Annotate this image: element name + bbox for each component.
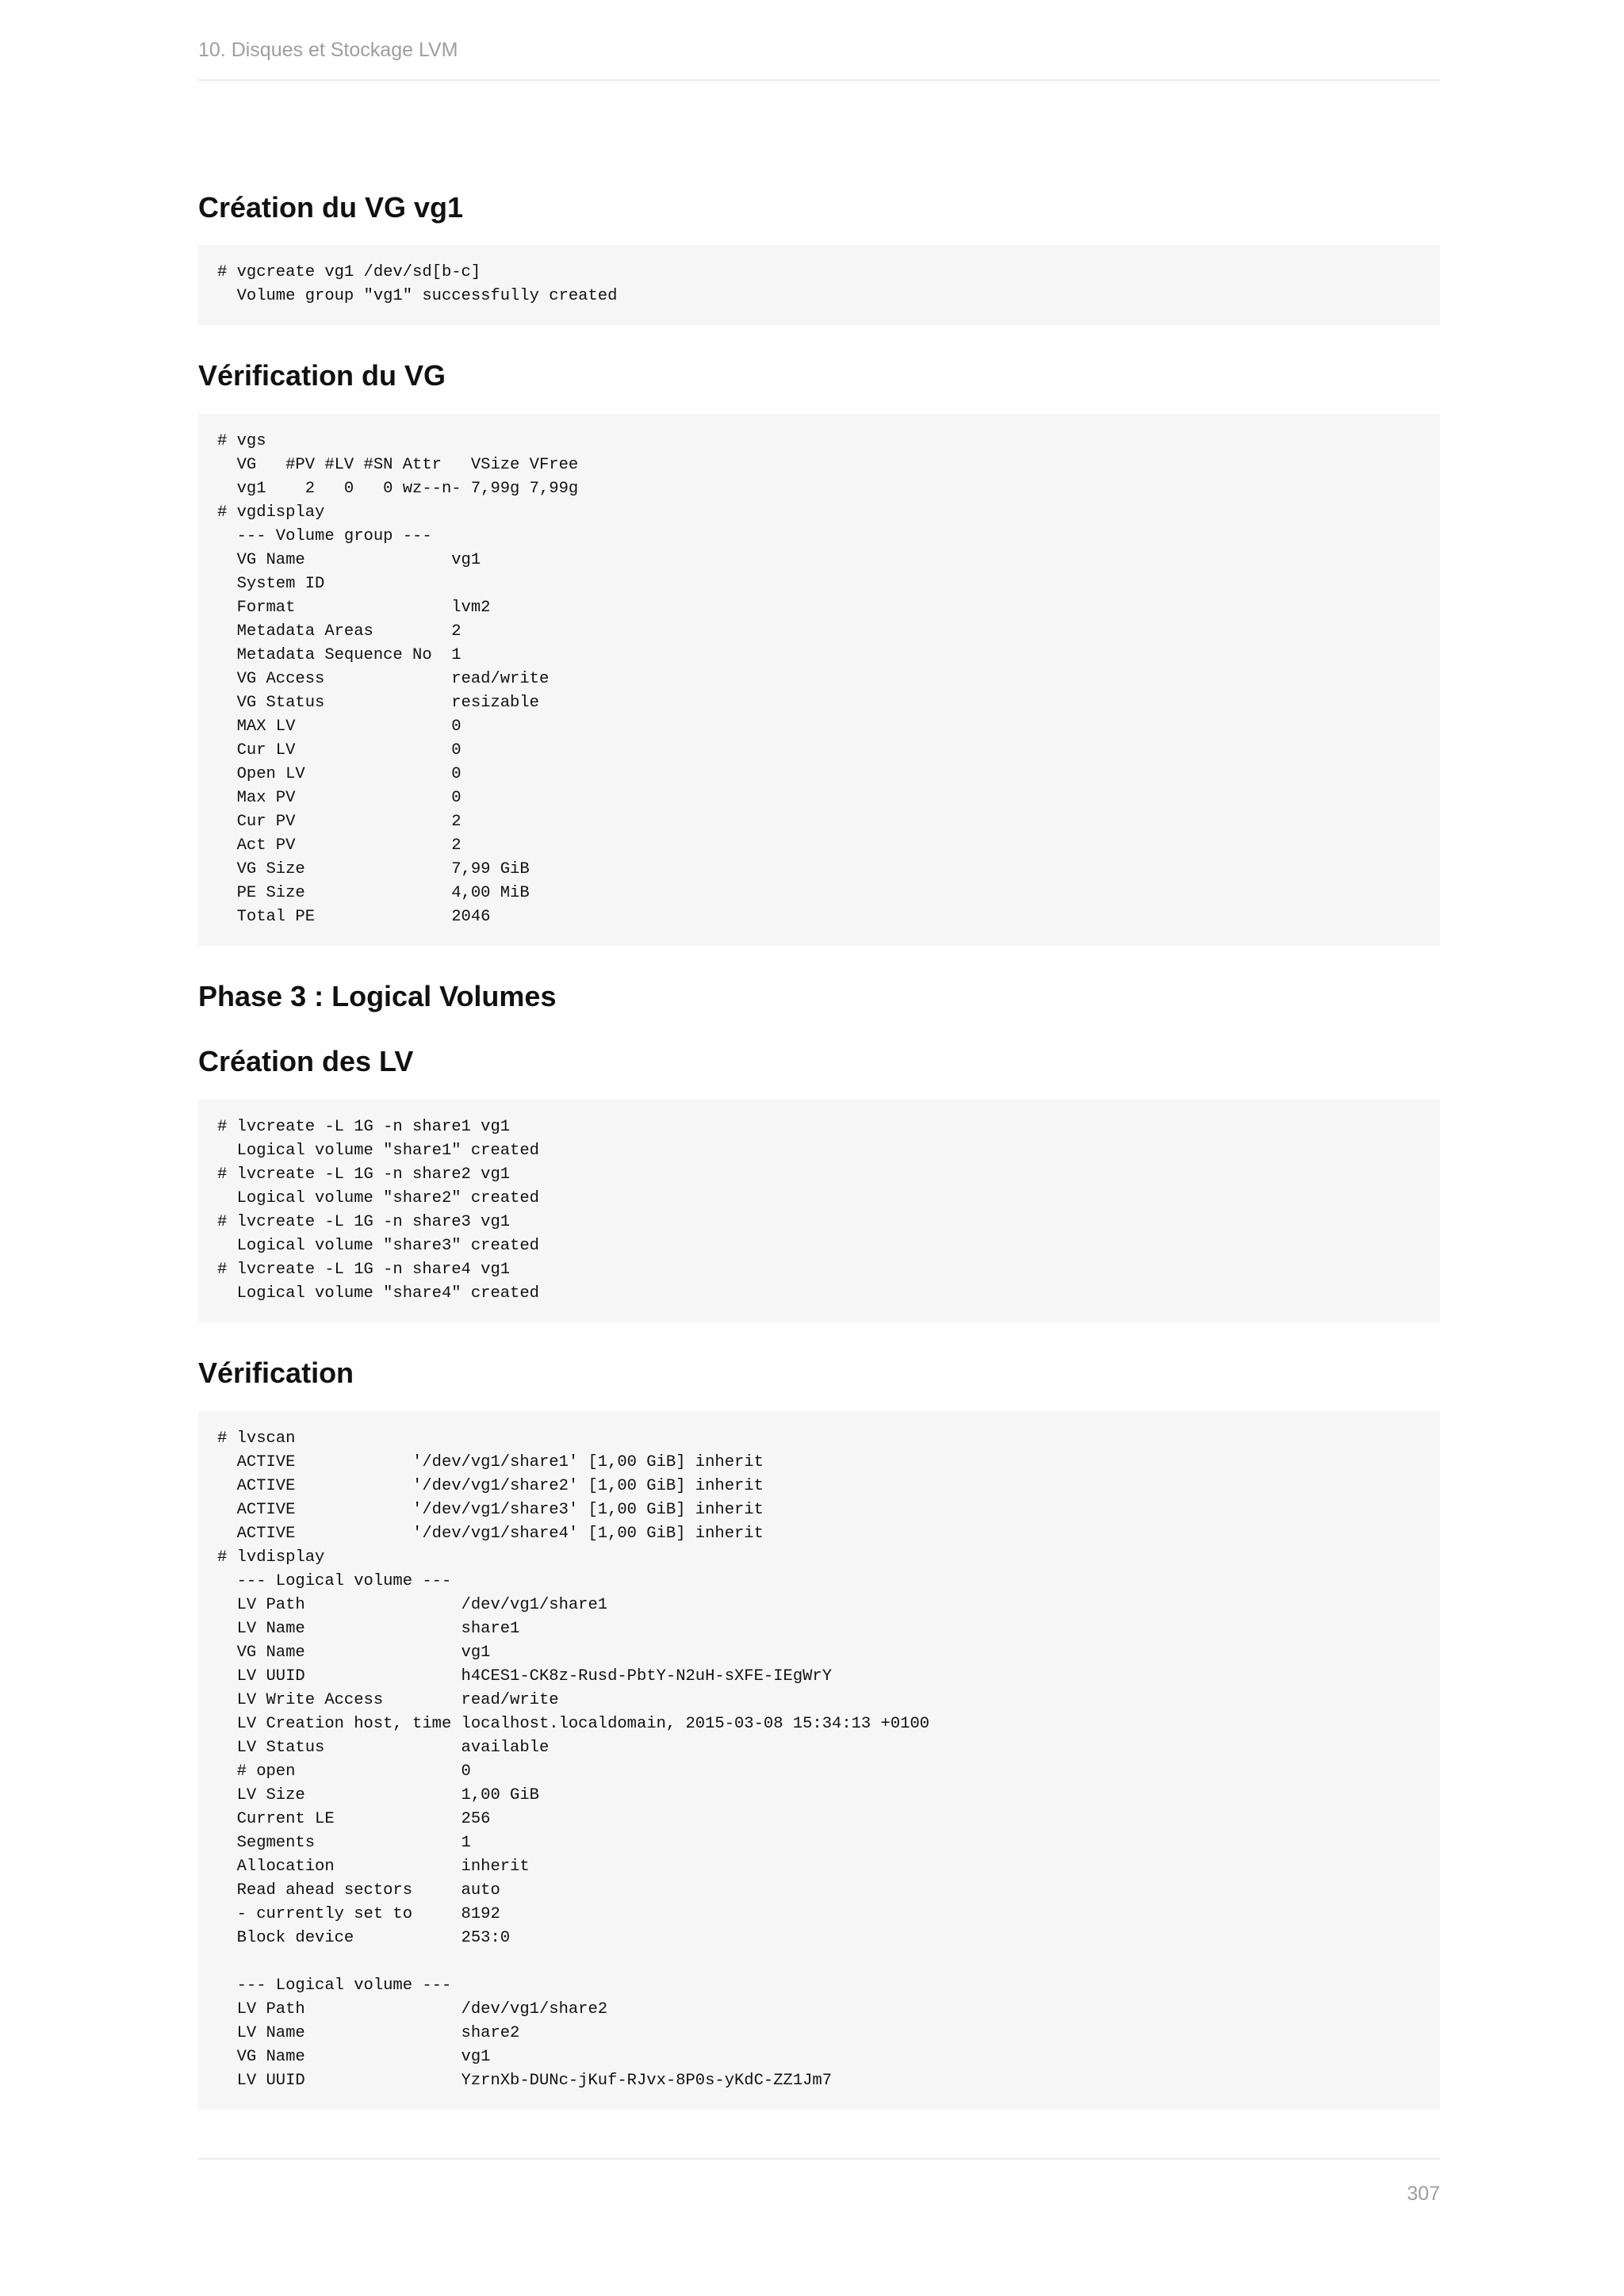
- heading-create-vg: Création du VG vg1: [198, 191, 464, 224]
- page-content: [198, 190, 1440, 2110]
- heading-verify-lv: Vérification: [198, 1357, 354, 1389]
- code-block-vgdisplay: # vgs VG #PV #LV #SN Attr VSize VFree vg1 2 0 0 wz--n- 7,99g 7,99g # vgdisplay --- Volume group --- VG Name vg1 System ID Format lvm2 Metadata Areas 2 Metadata Sequence No 1 VG Access read/write VG Status resizable MAX LV 0 Cur LV 0 Open LV 0 Max PV 0 Cur PV 2 Act PV 2 VG Size 7,99 GiB PE Size 4,00 MiB Total PE 2046: [198, 414, 1440, 946]
- heading-verify-vg: Vérification du VG: [198, 359, 446, 392]
- code-block-lvdisplay: # lvscan ACTIVE '/dev/vg1/share1' [1,00 GiB] inherit ACTIVE '/dev/vg1/share2' [1,00 GiB] inherit ACTIVE '/dev/vg1/share3' [1,00 GiB] inherit ACTIVE '/dev/vg1/share4' [1,00 GiB] inherit # lvdisplay --- Logical volume --- LV Path /dev/vg1/share1 LV Name share1 VG Name vg1 LV UUID h4CES1-CK8z-Rusd-PbtY-N2uH-sXFE-IEgWrY LV Write Access read/write LV Creation host, time localhost.localdomain, 2015-03-08 15:34:13 +0100 LV Status available # open 0 LV Size 1,00 GiB Current LE 256 Segments 1 Allocation inherit Read ahead sectors auto - currently set to 8192 Block device 253:0 --- Logical volume --- LV Path /dev/vg1/share2 LV Name share2 VG Name vg1 LV UUID YzrnXb-DUNc-jKuf-RJvx-8P0s-yKdC-ZZ1Jm7: [198, 1411, 1440, 2110]
- page-footer: [198, 2158, 1440, 2221]
- page-header: [198, 36, 1440, 81]
- heading-phase-3: Phase 3 : Logical Volumes: [198, 980, 557, 1012]
- page-number: 307: [1407, 2183, 1440, 2205]
- chapter-title: 10. Disques et Stockage LVM: [198, 39, 458, 61]
- heading-create-lv: Création des LV: [198, 1045, 414, 1077]
- code-block-lvcreate: # lvcreate -L 1G -n share1 vg1 Logical volume "share1" created # lvcreate -L 1G -n share2 vg1 Logical volume "share2" created # lvcreate -L 1G -n share3 vg1 Logical volume "share3" created # lvcreate -L 1G -n share4 vg1 Logical volume "share4" created: [198, 1100, 1440, 1322]
- code-block-vgcreate: # vgcreate vg1 /dev/sd[b-c] Volume group "vg1" successfully created: [198, 245, 1440, 325]
